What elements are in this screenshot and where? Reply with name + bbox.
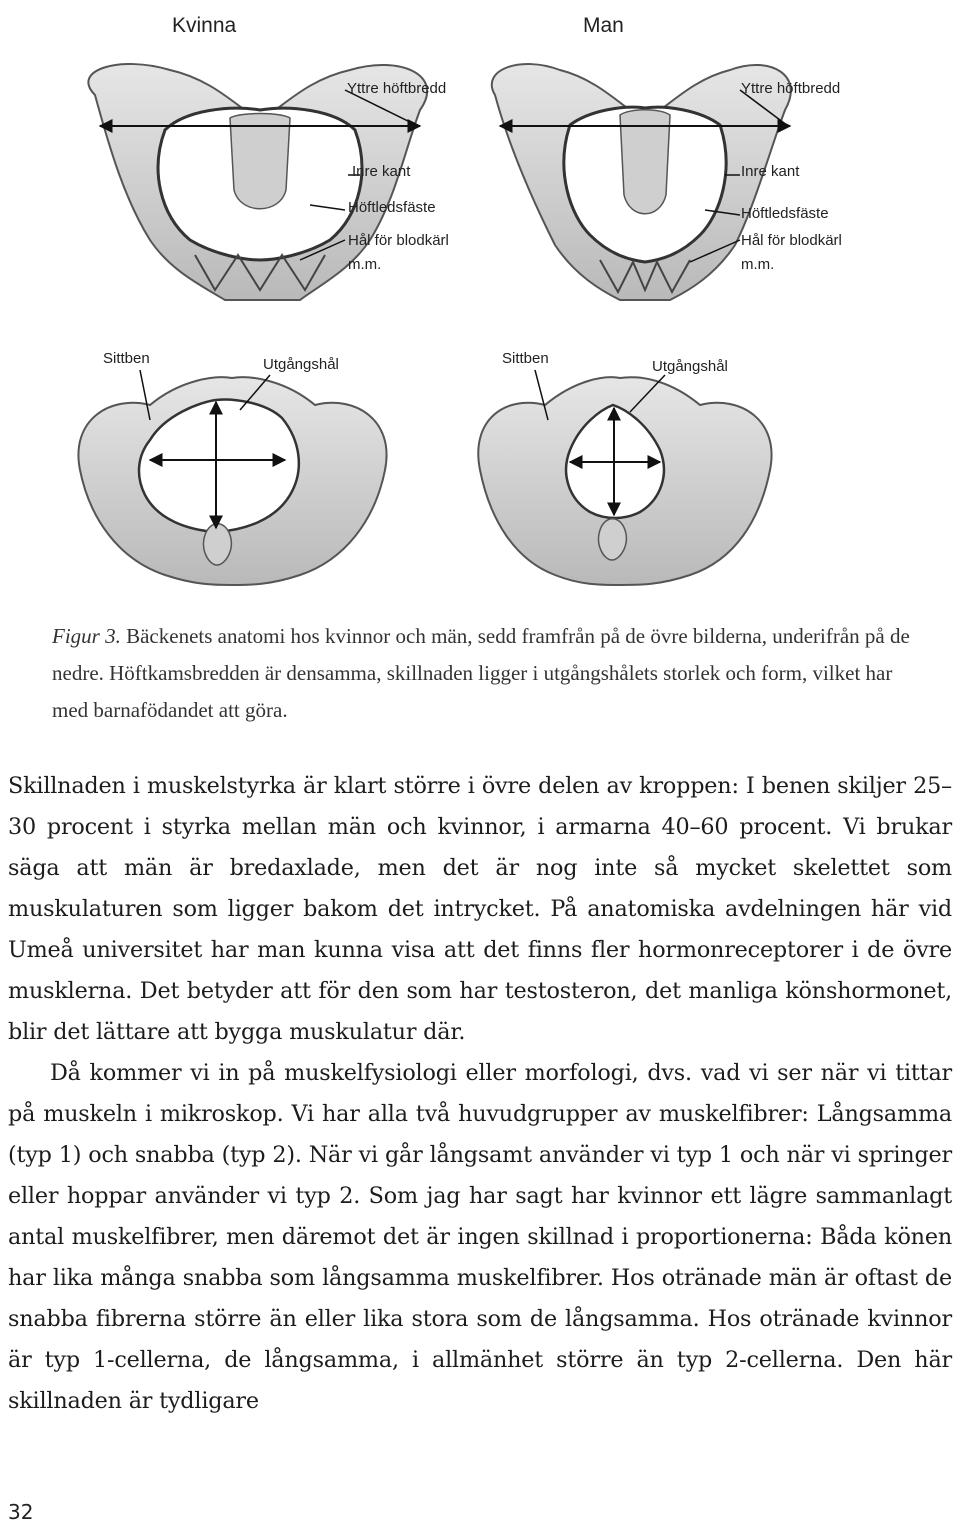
heading-man: Man: [583, 14, 624, 37]
label-utgangshal-left: Utgångshål: [263, 356, 339, 373]
label-utgangshal-right: Utgångshål: [652, 358, 728, 375]
label-sittben-right: Sittben: [502, 350, 549, 367]
label-sittben-left: Sittben: [103, 350, 150, 367]
pelvis-figure: [0, 0, 960, 600]
figure-caption: [52, 618, 922, 729]
label-yttre-hoftbredd-left: Yttre höftbredd: [347, 80, 447, 97]
label-mm-left: m.m.: [348, 256, 382, 273]
heading-kvinna: Kvinna: [172, 14, 237, 37]
label-hoftledsfaste-left: Höftledsfäste: [348, 199, 436, 216]
female-pelvis-below: [78, 370, 386, 585]
paragraph-1: Skillnaden i muskelstyrka är klart större i övre delen av kroppen: I benen skiljer 25–30 procent i styrka mellan män och kvinnor, i armarna 40–60 procent. Vi brukar säga att män är bredaxlade, men det är nog inte så mycket skelettet som muskulaturen som ligger bakom det intrycket. På anatomiska avdelningen här vid Umeå universitet har man kunna visa att det finns fler hormonreceptorer i de övre musklerna. Det betyder att för den som har testosteron, det manliga könshormonet, blir det lättare att bygga muskulatur där.: [8, 773, 952, 1045]
caption-text: Bäckenets anatomi hos kvinnor och män, sedd framfrån på de övre bilderna, underifrån på de nedre. Höftkamsbredden är densamma, skillnaden ligger i utgångshålets storlek och form, vilket har med barnafödandet att göra.: [52, 624, 910, 722]
paragraph-2: Då kommer vi in på muskelfysiologi eller morfologi, dvs. vad vi ser när vi tittar på muskeln i mikroskop. Vi har alla två huvudgrupper av muskelfibrer: Långsamma (typ 1) och snabba (typ 2). När vi går långsamt använder vi typ 1 och när vi springer eller hoppar använder vi typ 2. Som jag har sagt har kvinnor ett lägre sammanlagt antal muskelfibrer, men däremot det är ingen skillnad i proportionerna: Båda könen har lika många snabba som långsamma muskelfibrer. Hos otränade män är oftast de snabba fibrerna större än eller lika stora som de långsamma. Hos otränade kvinnor är typ 1-cellerna, de långsamma, i allmänhet större än typ 2-cellerna. Den här skillnaden är tydligare: [8, 1060, 952, 1414]
label-hal-blodkarl-left: Hål för blodkärl: [348, 232, 449, 249]
male-pelvis-below: [478, 370, 771, 585]
figure-number: Figur 3.: [52, 624, 121, 648]
body-text: [8, 766, 952, 1422]
label-hoftledsfaste-right: Höftledsfäste: [741, 205, 829, 222]
label-yttre-hoftbredd-right: Yttre höftbredd: [741, 80, 841, 97]
label-hal-blodkarl-right: Hål för blodkärl: [741, 232, 842, 249]
label-inre-kant-right: Inre kant: [741, 163, 800, 180]
label-mm-right: m.m.: [741, 256, 775, 273]
page-number: 32: [8, 1500, 34, 1524]
label-inre-kant-left: Inre kant: [352, 163, 411, 180]
